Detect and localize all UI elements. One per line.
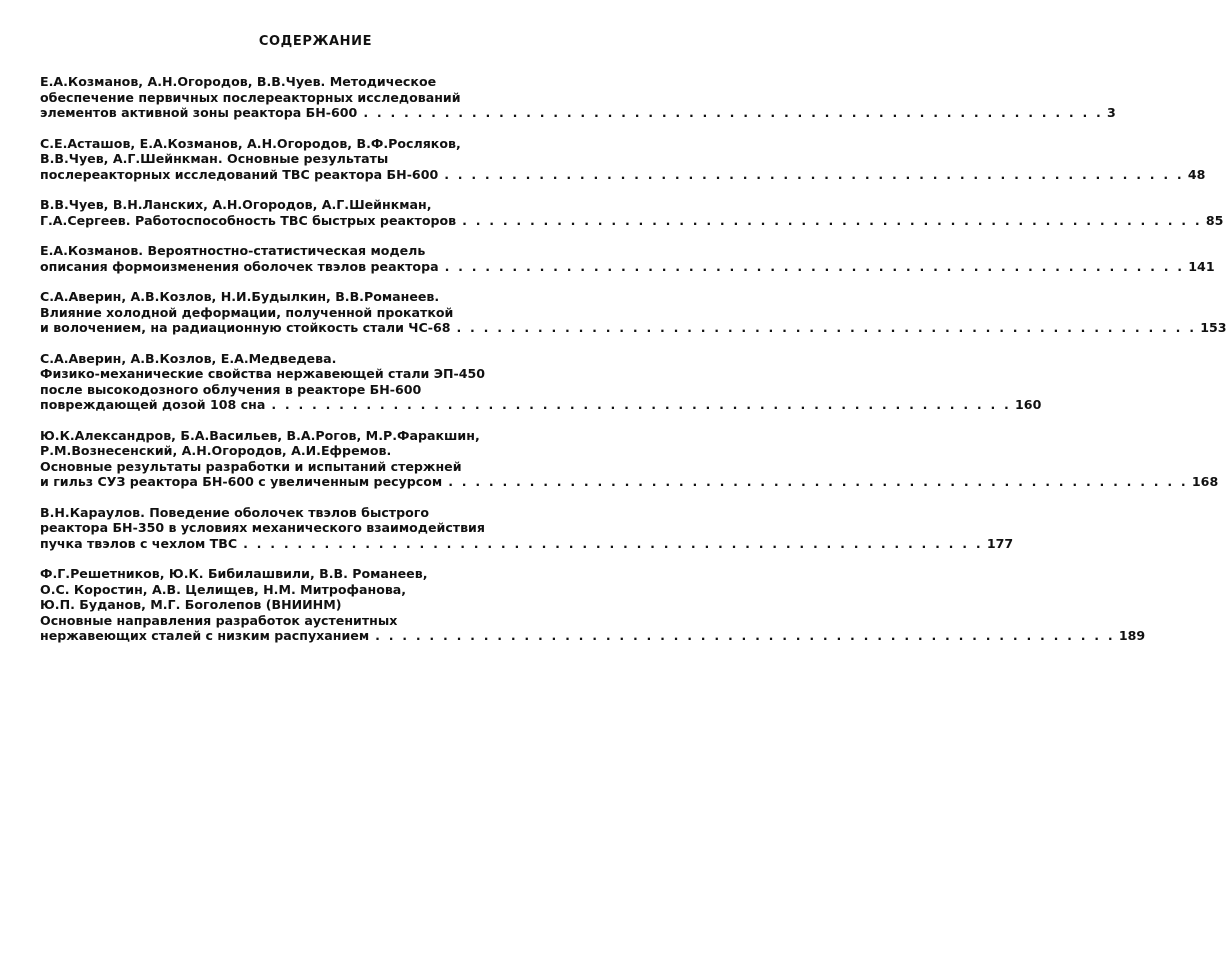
- dot-leader: . . . . . . . . . . . . . . . . . . . . . . . . . . . . . . . . . . . . . . . . . . . . . . . . . . . . . . .: [444, 166, 1184, 182]
- dot-leader: . . . . . . . . . . . . . . . . . . . . . . . . . . . . . . . . . . . . . . . . . . . . . . . . . . . . . . .: [444, 258, 1185, 274]
- page-number: 177: [986, 535, 1014, 551]
- dot-leader: . . . . . . . . . . . . . . . . . . . . . . . . . . . . . . . . . . . . . . . . . . . . . . . . . . . . . . .: [243, 535, 983, 551]
- dot-leader: . . . . . . . . . . . . . . . . . . . . . . . . . . . . . . . . . . . . . . . . . . . . . . . . . . . . . . .: [375, 628, 1115, 643]
- toc-entry-last-line: [40, 535, 1014, 552]
- toc-entry-line: Ф.Г.Решетников, Ю.К. Бибилашвили, В.В. Романеев,: [40, 566, 428, 581]
- page-number: 48: [1187, 166, 1206, 182]
- page-number: 153: [1200, 320, 1226, 335]
- toc-entry-line: реактора БН-350 в условиях механического взаимодействия: [40, 520, 485, 535]
- toc-entry-line: описания формоизменения оболочек твэлов реактора: [40, 258, 439, 274]
- toc-entry-line: Основные направления разработок аустенитных: [40, 612, 398, 628]
- page-title: СОДЕРЖАНИЕ: [258, 34, 373, 49]
- toc-entry-line: В.Н.Караулов. Поведение оболочек твэлов быстрого: [40, 504, 430, 520]
- toc-entry-last-line: [40, 628, 1146, 644]
- toc-entry-line: С.А.Аверин, А.В.Козлов, Е.А.Медведева.: [40, 350, 337, 366]
- toc-entry: [40, 243, 1215, 274]
- toc-entry-line: нержавеющих сталей с низким распуханием: [40, 628, 370, 643]
- toc-entry: [40, 74, 1116, 121]
- toc-entry: [40, 566, 1146, 644]
- toc-entry-line: В.В.Чуев, А.Г.Шейнкман. Основные результаты: [40, 151, 389, 166]
- dot-leader: . . . . . . . . . . . . . . . . . . . . . . . . . . . . . . . . . . . . . . . . . . . . . . . . . . . . . . .: [456, 320, 1197, 335]
- page-number: 168: [1191, 474, 1219, 489]
- page-number: 85: [1205, 212, 1224, 228]
- toc-entry-line: и волочением, на радиационную стойкость стали ЧС-68: [40, 320, 451, 335]
- toc-entry-line: О.С. Коростин, А.В. Целищев, Н.М. Митрофанова,: [40, 581, 407, 597]
- toc-entry-last-line: [40, 397, 1042, 413]
- toc-entry-last-line: [40, 320, 1226, 336]
- toc-entry-last-line: [40, 474, 1219, 490]
- toc-entry-line: повреждающей дозой 108 сна: [40, 397, 266, 412]
- dot-leader: . . . . . . . . . . . . . . . . . . . . . . . . . . . . . . . . . . . . . . . . . . . . . . . . . . . . . . .: [363, 105, 1104, 120]
- toc-entry: [40, 504, 1014, 552]
- toc-entry-last-line: [40, 258, 1215, 275]
- toc-entry-line: Г.А.Сергеев. Работоспособность ТВС быстрых реакторов: [40, 212, 457, 228]
- toc-entry-line: послереакторных исследований ТВС реактора БН-600: [40, 166, 439, 182]
- toc-entry: [40, 135, 1206, 183]
- toc-entry-line: Е.А.Козманов. Вероятностно-статистическая модель: [40, 243, 426, 258]
- toc-entry-line: Е.А.Козманов, А.Н.Огородов, В.В.Чуев. Методическое: [40, 74, 437, 89]
- toc-entry-line: обеспечение первичных послереакторных исследований: [40, 89, 461, 105]
- page-number: 160: [1015, 397, 1042, 412]
- toc-entry-line: элементов активной зоны реактора БН-600: [40, 105, 358, 120]
- toc-entry: [40, 289, 1226, 336]
- toc-entry: [40, 197, 1224, 228]
- toc-entry-line: Физико-механические свойства нержавеющей стали ЭП-450: [40, 366, 486, 381]
- page-number: 3: [1107, 105, 1116, 120]
- toc-entry-line: пучка твэлов с чехлом ТВС: [40, 535, 238, 551]
- table-of-contents: [40, 74, 1226, 659]
- toc-entry-line: Р.М.Вознесенский, А.Н.Огородов, А.И.Ефремов.: [40, 443, 392, 458]
- toc-entry-last-line: [40, 105, 1116, 121]
- toc-entry-line: Ю.К.Александров, Б.А.Васильев, В.А.Рогов, М.Р.Фаракшин,: [40, 427, 480, 443]
- toc-entry-line: В.В.Чуев, В.Н.Ланских, А.Н.Огородов, А.Г.Шейнкман,: [40, 197, 432, 212]
- toc-entry-line: после высокодозного облучения в реакторе БН-600: [40, 381, 422, 397]
- toc-entry-line: Ю.П. Буданов, М.Г. Боголепов (ВНИИНМ): [40, 597, 342, 612]
- toc-entry-last-line: [40, 212, 1224, 229]
- page-number: 141: [1188, 258, 1215, 274]
- page-number: 189: [1118, 628, 1146, 643]
- toc-entry-line: С.А.Аверин, А.В.Козлов, Н.И.Будылкин, В.В.Романеев.: [40, 289, 440, 304]
- dot-leader: . . . . . . . . . . . . . . . . . . . . . . . . . . . . . . . . . . . . . . . . . . . . . . . . . . . . . . .: [271, 397, 1012, 412]
- toc-entry: [40, 427, 1219, 490]
- toc-entry: [40, 350, 1042, 413]
- toc-entry-line: С.Е.Асташов, Е.А.Козманов, А.Н.Огородов, В.Ф.Росляков,: [40, 135, 461, 151]
- toc-entry-line: и гильз СУЗ реактора БН-600 с увеличенным ресурсом: [40, 474, 443, 489]
- toc-entry-line: Влияние холодной деформации, полученной прокаткой: [40, 304, 454, 320]
- toc-entry-last-line: [40, 166, 1206, 183]
- dot-leader: . . . . . . . . . . . . . . . . . . . . . . . . . . . . . . . . . . . . . . . . . . . . . . . . . . . . . . .: [448, 474, 1188, 489]
- dot-leader: . . . . . . . . . . . . . . . . . . . . . . . . . . . . . . . . . . . . . . . . . . . . . . . . . . . . . . .: [462, 212, 1202, 228]
- toc-entry-line: Основные результаты разработки и испытаний стержней: [40, 458, 462, 474]
